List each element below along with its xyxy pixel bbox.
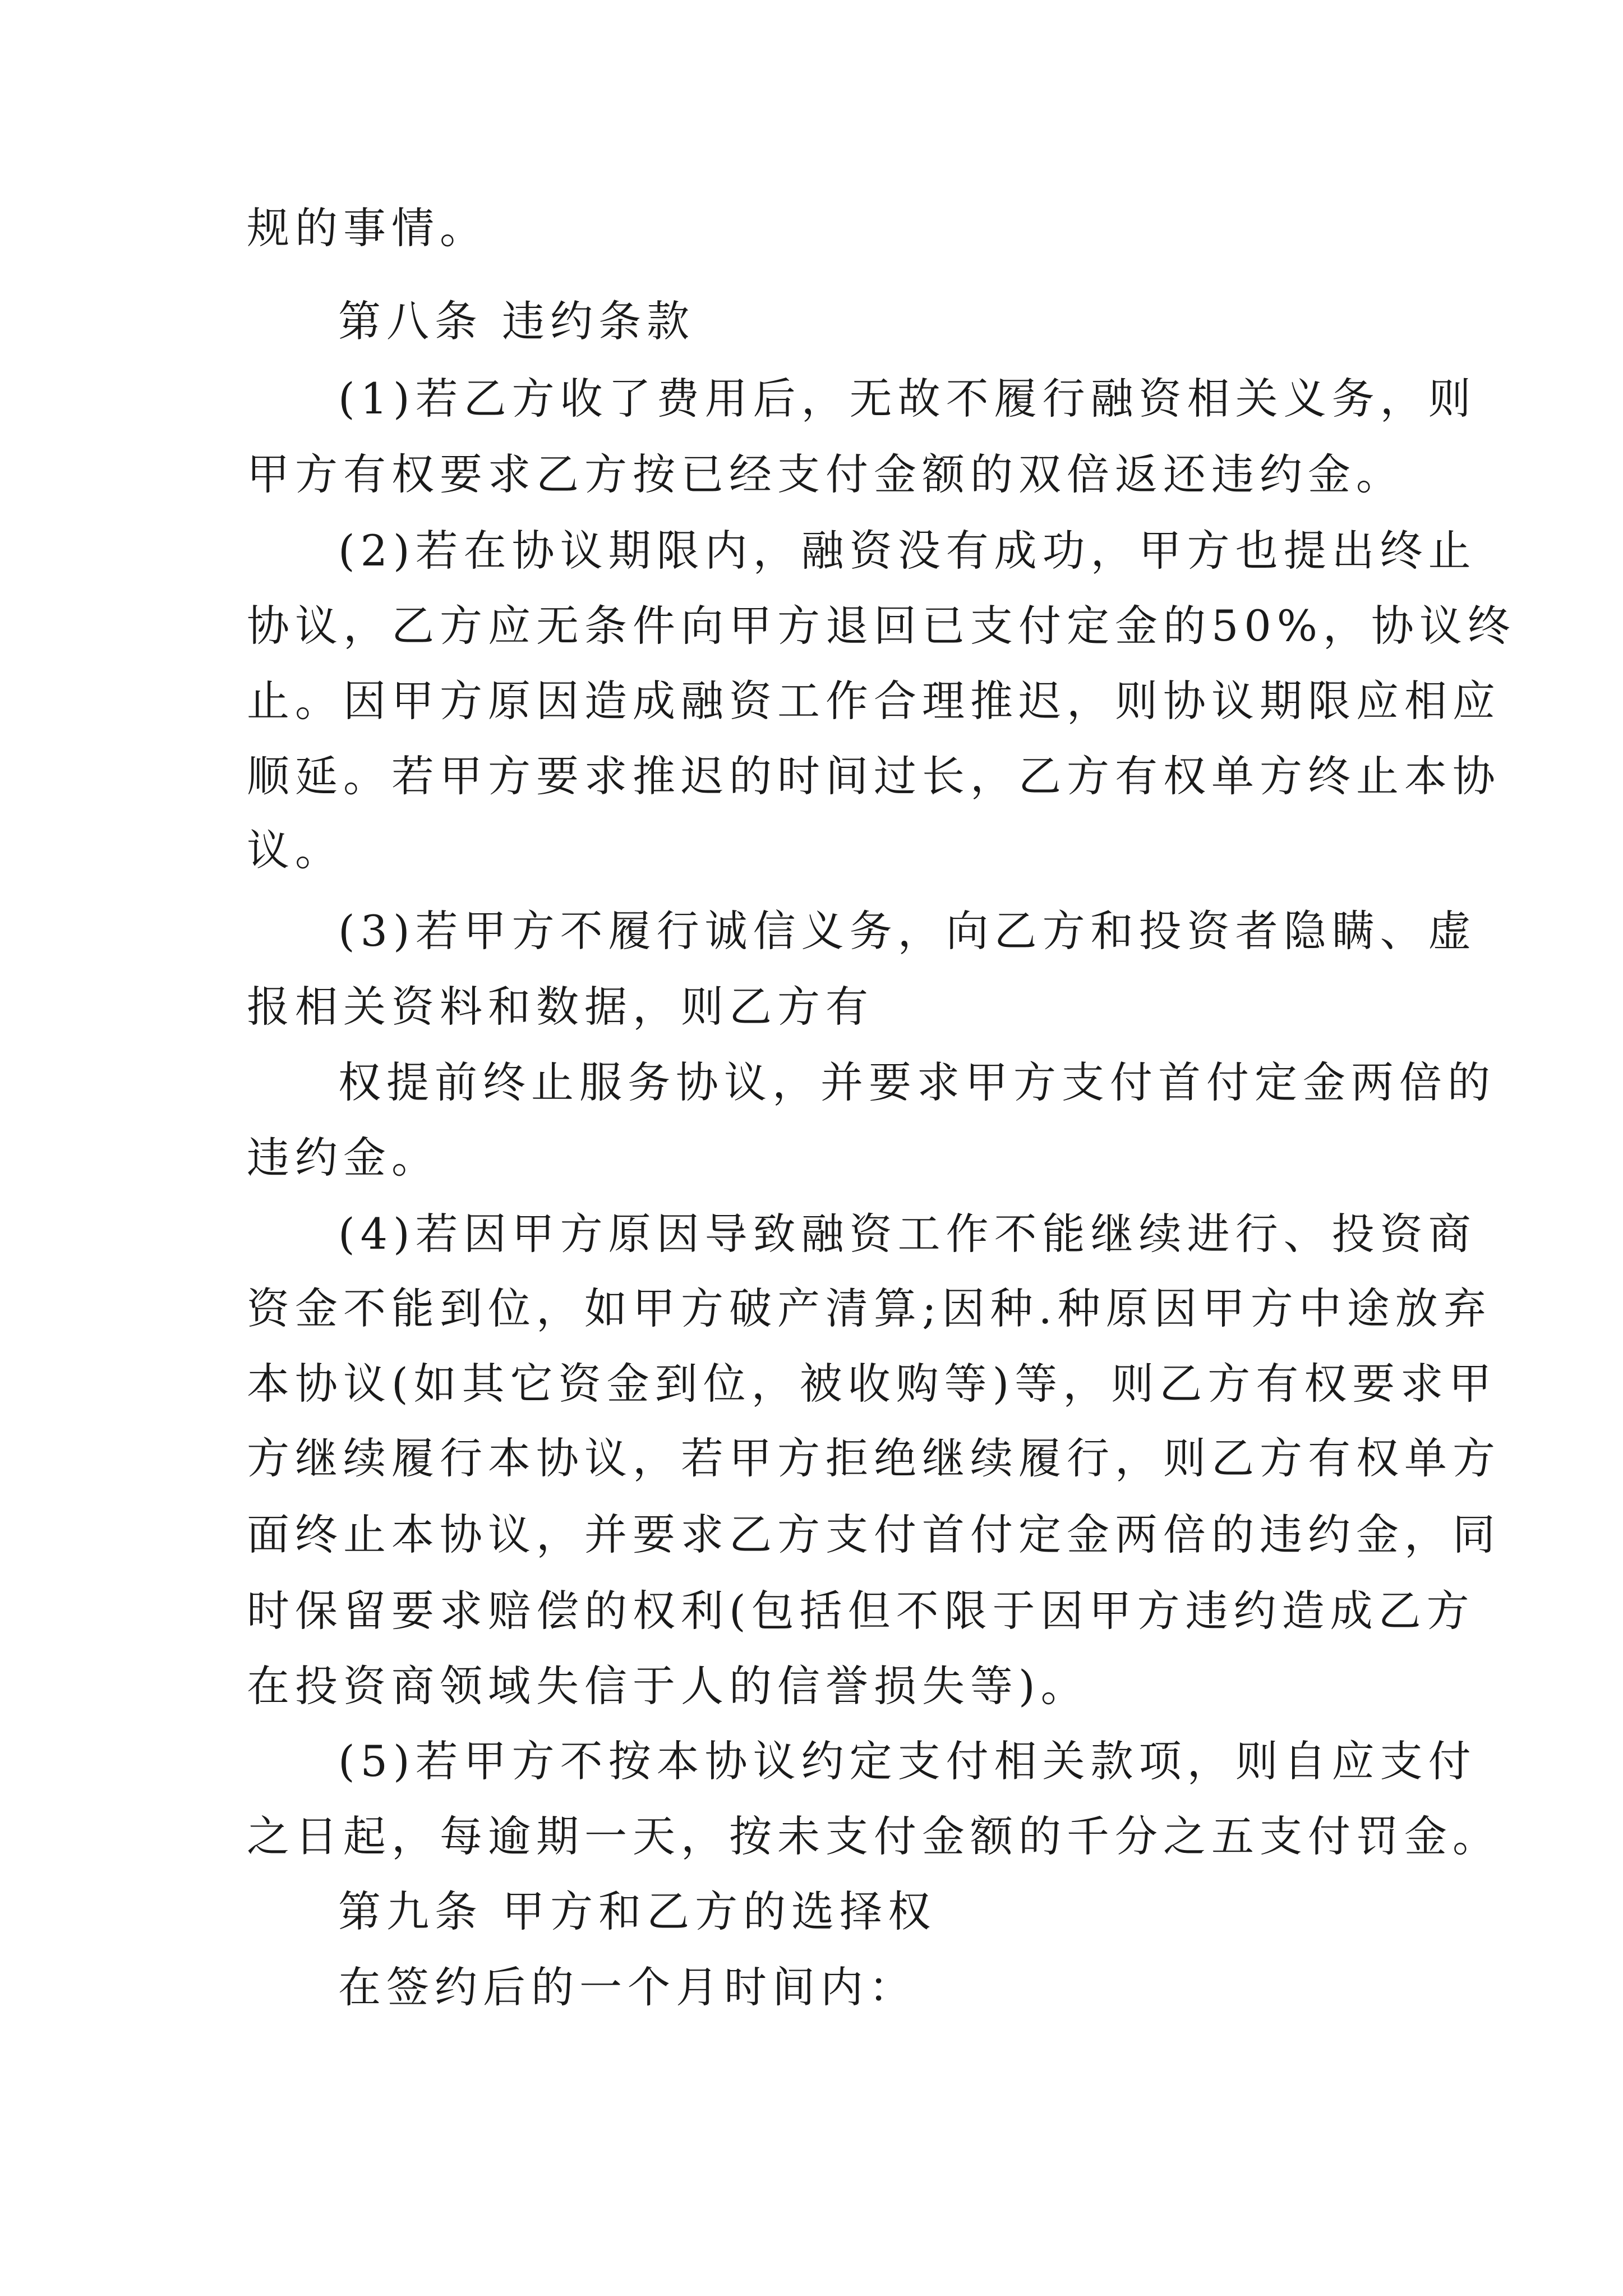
text-line: 面终止本协议，并要求乙方支付首付定金两倍的违约金，同	[247, 1510, 1501, 1559]
text-line: 方继续履行本协议，若甲方拒绝继续履行，则乙方有权单方	[247, 1433, 1501, 1483]
text-line: 在投资商领域失信于人的信誉损失等)。	[247, 1661, 1089, 1711]
text-line: 报相关资料和数据，则乙方有	[247, 982, 874, 1032]
text-line: 之日起，每逾期一天，按未支付金额的千分之五支付罚金。	[247, 1811, 1501, 1861]
text-line: (4)若因甲方原因导致融资工作不能继续进行、投资商	[338, 1209, 1477, 1259]
text-line: (1)若乙方收了费用后，无故不履行融资相关义务，则	[338, 374, 1477, 424]
text-line: 违约金。	[247, 1133, 440, 1182]
text-line: 顺延。若甲方要求推迟的时间过长，乙方有权单方终止本协	[247, 751, 1501, 801]
text-line: 本协议(如其它资金到位，被收购等)等，则乙方有权要求甲	[247, 1359, 1497, 1409]
text-line: 资金不能到位，如甲方破产清算;因种.种原因甲方中途放弃	[247, 1283, 1492, 1333]
text-line: 止。因甲方原因造成融资工作合理推迟，则协议期限应相应	[247, 676, 1501, 726]
text-line: 协议，乙方应无条件向甲方退回已支付定金的50%，协议终	[247, 601, 1516, 651]
text-line: (3)若甲方不履行诚信义务，向乙方和投资者隐瞒、虚	[338, 906, 1477, 956]
text-line: 时保留要求赔偿的权利(包括但不限于因甲方违约造成乙方	[247, 1586, 1475, 1636]
text-line: 甲方有权要求乙方按已经支付金额的双倍返还违约金。	[247, 449, 1404, 499]
text-line: 在签约后的一个月时间内：	[338, 1962, 917, 2012]
text-line: (2)若在协议期限内，融资没有成功，甲方也提出终止	[338, 526, 1477, 576]
article-9-heading: 第九条 甲方和乙方的选择权	[338, 1887, 937, 1936]
text-line: (5)若甲方不按本协议约定支付相关款项，则自应支付	[338, 1736, 1477, 1786]
text-line: 权提前终止服务协议，并要求甲方支付首付定金两倍的	[338, 1057, 1496, 1107]
text-line: 规的事情。	[247, 203, 488, 253]
text-line: 议。	[247, 825, 343, 875]
article-8-heading: 第八条 违约条款	[338, 296, 695, 346]
